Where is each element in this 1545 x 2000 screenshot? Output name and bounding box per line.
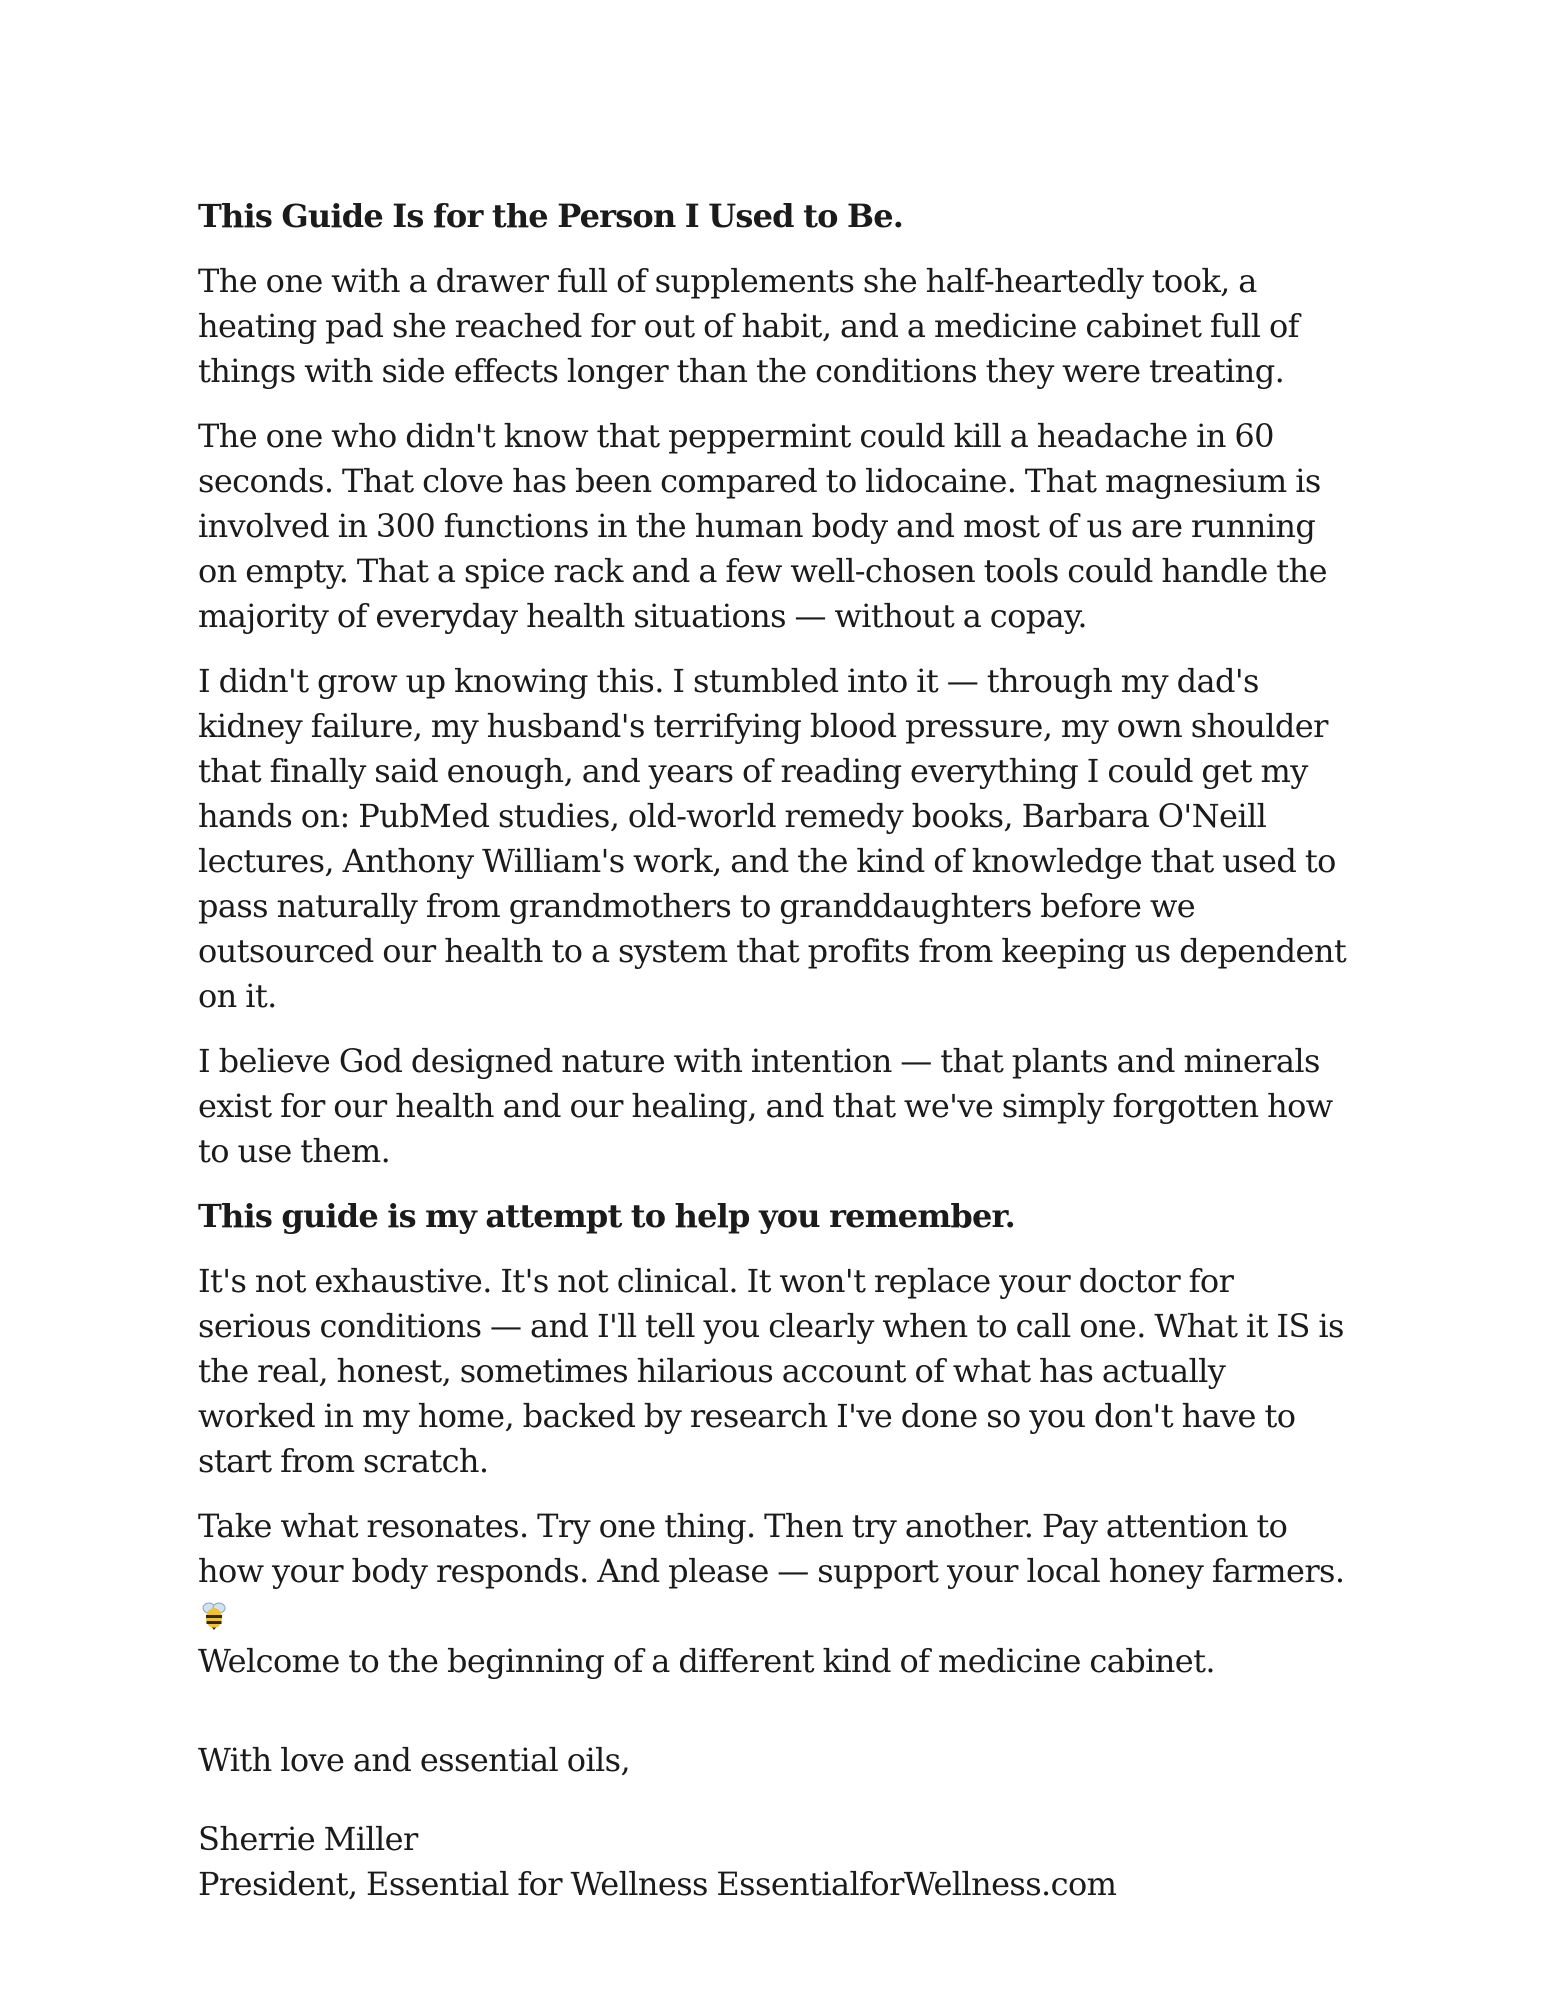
paragraph-story: I didn't grow up knowing this. I stumbled into it — through my dad's kidney failure, my husband's terrifying blood pressure, my own shoulder that finally said enough, and years of reading everything I could get my hands on: PubMed studies, old-world remedy books, Barbara O'Neill lectures, Anthony William's work, and the kind of knowledge that used to pass naturally from grandmothers to granddaughters before we outsourced our health to a system that profits from keeping us dependent on it. [198,662,1347,1015]
spacer [198,1783,1348,1817]
welcome-text: Welcome to the beginning of a different kind of medicine cabinet. [198,1642,1215,1680]
paragraph-peppermint: The one who didn't know that peppermint could kill a headache in 60 seconds. That clove has been compared to lidocaine. That magnesium is involved in 300 functions in the human body and most of us are running on empty. That a spice rack and a few well-chosen tools could handle the majority of everyday health situations — without a copay. [198,417,1327,635]
paragraph-disclaimer: It's not exhaustive. It's not clinical. It won't replace your doctor for serious conditions — and I'll tell you clearly when to call one. What it IS is the real, honest, sometimes hilarious account of what has actually worked in my home, backed by research I've done so you don't have to start from scratch. [198,1262,1344,1480]
signature [198,1817,1348,1907]
take-what-resonates-text: Take what resonates. Try one thing. Then try another. Pay attention to how your body responds. And please — support your local honey farmers. [198,1507,1345,1590]
paragraph-belief: I believe God designed nature with intention — that plants and minerals exist for our health and our healing, and that we've simply forgotten how to use them. [198,1042,1333,1170]
spacer [198,1704,1348,1738]
bee-icon [198,1598,230,1630]
paragraph-supplements: The one with a drawer full of supplements she half-heartedly took, a heating pad she reached for out of habit, and a medicine cabinet full of things with side effects longer than the conditions they were treating. [198,262,1299,390]
closing-line: With love and essential oils, [198,1741,631,1779]
signature-name: Sherrie Miller [198,1820,418,1858]
paragraph-take-what-resonates [198,1504,1348,1684]
remember-heading: This guide is my attempt to help you remember. [198,1197,1015,1235]
intro-heading: This Guide Is for the Person I Used to Be. [198,197,904,235]
letter-page [198,194,1348,1907]
signature-title: President, Essential for Wellness EssentialforWellness.com [198,1865,1117,1903]
